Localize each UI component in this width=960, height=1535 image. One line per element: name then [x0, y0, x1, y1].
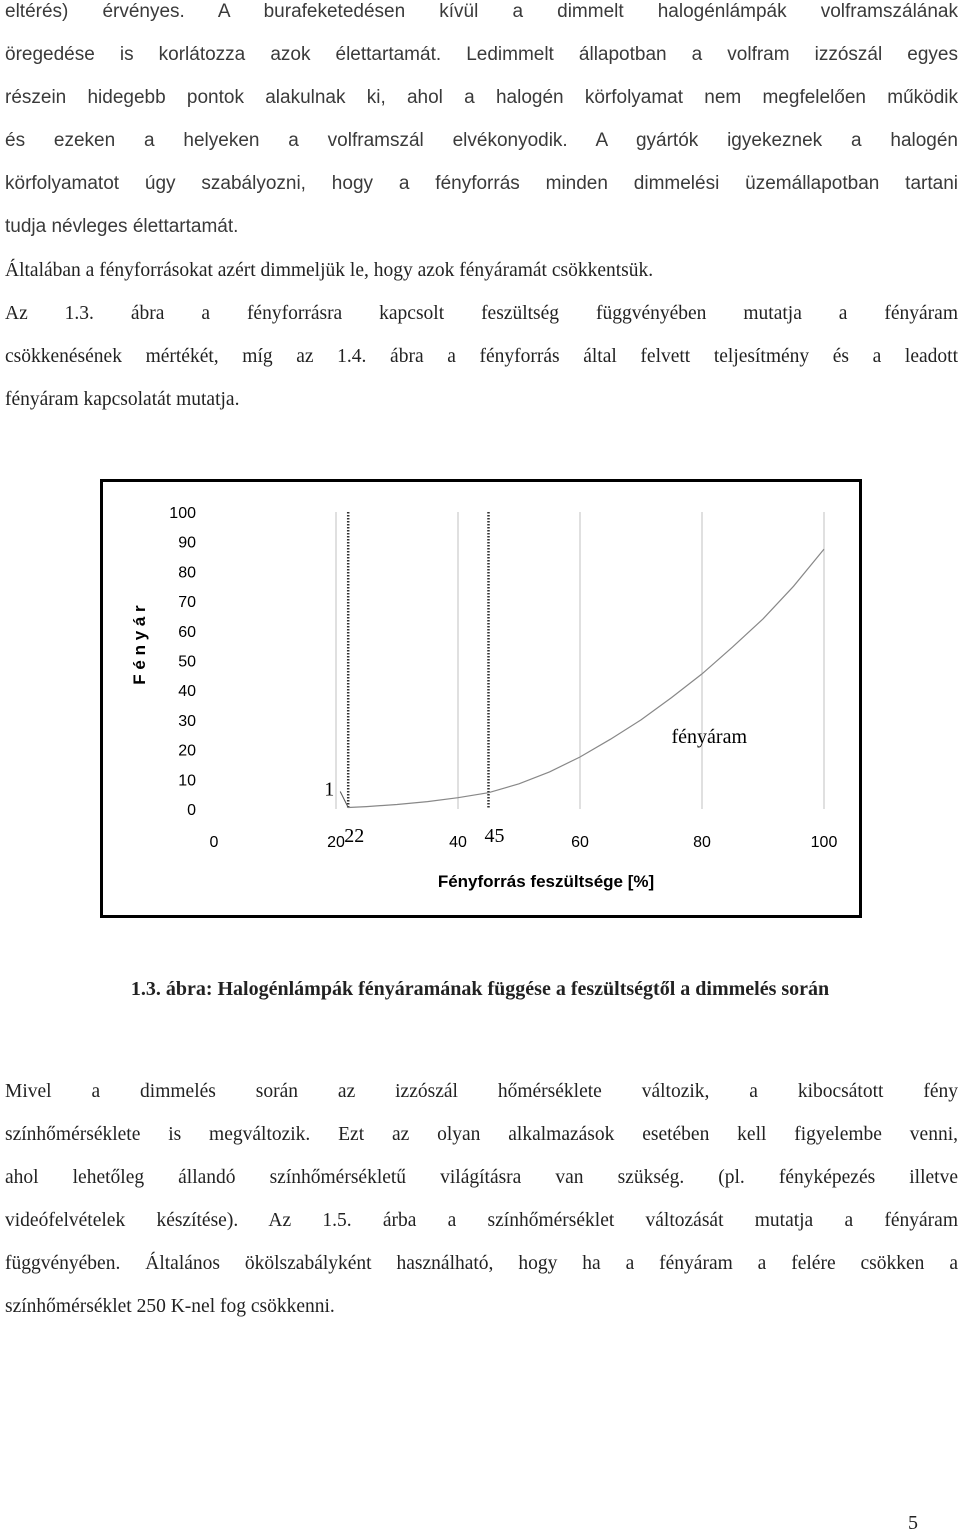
- text-line: függvényében. Általános ökölszabályként használható, hogy ha a fényáram a felére csökken a: [5, 1253, 958, 1274]
- text-line: ahol lehetőleg állandó színhőmérsékletű világításra van szükség. (pl. fényképezés illetve: [5, 1167, 958, 1188]
- marker-label: 22: [344, 825, 365, 847]
- series-label: fényáram: [671, 726, 748, 749]
- annotation-leader: [340, 792, 348, 808]
- page-number: 5: [908, 1512, 918, 1534]
- y-tick-label: 50: [178, 653, 196, 671]
- paragraph-dimming-purpose: [5, 249, 958, 292]
- series-line-fenyaram: [348, 549, 824, 807]
- text-line: eltérés) érvényes. A burafeketedésen kívül a dimmelt halogénlámpák volframszálának: [5, 1, 958, 22]
- x-tick-label: 80: [693, 834, 711, 851]
- y-axis-title: F é n y á r: [130, 605, 149, 685]
- text-line: Az 1.3. ábra a fényforrásra kapcsolt feszültség függvényében mutatja a fényáram: [5, 303, 958, 324]
- marker-label: 45: [484, 825, 505, 847]
- y-tick-label: 10: [178, 772, 196, 790]
- text-line: részein hidegebb pontok alakulnak ki, ahol a halogén körfolyamat nem megfelelően működik: [5, 87, 958, 108]
- y-tick-label: 40: [178, 683, 196, 701]
- y-tick-label: 30: [178, 712, 196, 730]
- y-tick-label: 90: [178, 534, 196, 552]
- paragraph-color-temperature: [5, 1070, 958, 1328]
- text-line: Mivel a dimmelés során az izzószál hőmérséklete változik, a kibocsátott fény: [5, 1081, 958, 1102]
- y-tick-label: 0: [187, 802, 196, 819]
- text-line: körfolyamatot úgy szabályozni, hogy a fényforrás minden dimmelési üzemállapotban tartani: [5, 173, 958, 194]
- text-line: Általában a fényforrásokat azért dimmeljük le, hogy azok fényáramát csökkentsük.: [5, 260, 654, 281]
- paragraph-figure-reference: [5, 292, 958, 421]
- y-tick-label: 20: [178, 742, 196, 760]
- x-tick-label: 0: [209, 834, 219, 851]
- y-tick-label: 80: [178, 564, 196, 582]
- y-tick-label: 60: [178, 623, 196, 641]
- x-tick-label: 100: [810, 834, 838, 851]
- text-line: színhőmérséklete is megváltozik. Ezt az olyan alkalmazások esetében kell figyelembe venni,: [5, 1124, 958, 1145]
- text-line: színhőmérséklet 250 K-nel fog csökkenni.: [5, 1296, 335, 1317]
- paragraph-halogen-aging: [5, 0, 958, 248]
- text-line: csökkenésének mértékét, míg az 1.4. ábra a fényforrás által felvett teljesítmény és a leadott: [5, 346, 958, 367]
- text-line: és ezeken a helyeken a volframszál elvékonyodik. A gyártók igyekeznek a halogén: [5, 130, 958, 151]
- text-line: tudja névleges élettartamát.: [5, 216, 239, 237]
- x-tick-label: 60: [571, 834, 589, 851]
- text-line: videófelvételek készítése). Az 1.5. árba a színhőmérséklet változását mutatja a fényáram: [5, 1210, 958, 1231]
- annotation-label: 1: [324, 778, 335, 801]
- text-line: fényáram kapcsolatát mutatja.: [5, 389, 240, 410]
- x-axis-title: Fényforrás feszültsége [%]: [437, 872, 655, 891]
- x-tick-label: 40: [449, 834, 467, 851]
- y-tick-label: 100: [169, 505, 196, 522]
- text-line: öregedése is korlátozza azok élettartamát. Ledimmelt állapotban a volfram izzószál egyes: [5, 44, 958, 65]
- y-tick-label: 70: [178, 594, 196, 612]
- figure-caption: 1.3. ábra: Halogénlámpák fényáramának függése a feszültségtől a dimmelés során: [130, 978, 830, 1000]
- luminous-flux-chart: [103, 482, 859, 915]
- figure-chart-frame: [100, 479, 862, 918]
- x-tick-label: 20: [327, 834, 345, 851]
